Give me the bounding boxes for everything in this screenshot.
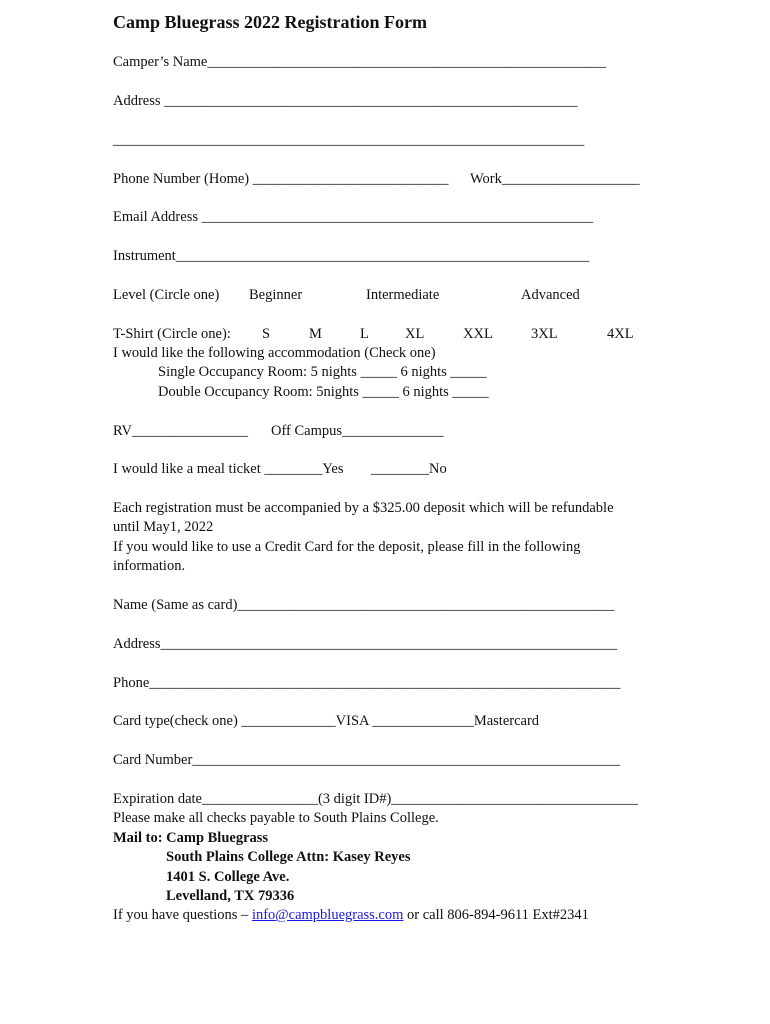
mail-address-line-1: South Plains College Attn: Kasey Reyes	[166, 849, 411, 865]
mail-to-label: Mail to: Camp Bluegrass	[113, 830, 269, 846]
deposit-line-4: information.	[113, 558, 186, 574]
phone-work-field: Work___________________	[470, 171, 640, 187]
tshirt-label: T-Shirt (Circle one):	[113, 326, 231, 342]
card-number-field: Card Number___________________________________________________________	[113, 752, 621, 768]
tshirt-size-4xl: 4XL	[607, 326, 634, 342]
deposit-line-1: Each registration must be accompanied by a $325.00 deposit which will be refundable	[113, 500, 614, 516]
rv-field: RV________________	[113, 423, 248, 439]
contact-email-link[interactable]: info@campbluegrass.com	[251, 907, 404, 923]
accommodation-intro: I would like the following accommodation (Check one)	[113, 345, 436, 361]
email-field: Email Address ______________________________________________________	[113, 209, 594, 225]
tshirt-size-3xl: 3XL	[531, 326, 558, 342]
questions-prefix: If you have questions –	[113, 907, 252, 923]
meal-ticket-no: ________No	[371, 461, 447, 477]
off-campus-field: Off Campus______________	[271, 423, 444, 439]
mail-address-line-2: 1401 S. College Ave.	[166, 869, 290, 885]
card-name-field: Name (Same as card)____________________________________________________	[113, 597, 615, 613]
level-option-advanced: Advanced	[521, 287, 580, 303]
tshirt-size-l: L	[360, 326, 369, 342]
mail-address-line-3: Levelland, TX 79336	[166, 888, 295, 904]
tshirt-size-m: M	[309, 326, 322, 342]
tshirt-size-xl: XL	[405, 326, 425, 342]
questions-suffix: or call 806-894-9611 Ext#2341	[403, 907, 589, 923]
questions-line	[113, 906, 589, 924]
level-option-intermediate: Intermediate	[366, 287, 440, 303]
card-type-field: Card type(check one) _____________VISA ______________Mastercard	[113, 713, 540, 729]
single-occupancy-line: Single Occupancy Room: 5 nights _____ 6 nights _____	[158, 364, 487, 380]
expiration-field: Expiration date________________(3 digit ID#)__________________________________	[113, 791, 638, 807]
card-phone-field: Phone_________________________________________________________________	[113, 675, 621, 691]
form-title: Camp Bluegrass 2022 Registration Form	[113, 12, 427, 32]
deposit-line-2: until May1, 2022	[113, 519, 214, 535]
campers-name-field: Camper’s Name_______________________________________________________	[113, 54, 607, 70]
double-occupancy-line: Double Occupancy Room: 5nights _____ 6 nights _____	[158, 384, 489, 400]
instrument-field: Instrument_________________________________________________________	[113, 248, 590, 264]
tshirt-size-xxl: XXL	[463, 326, 493, 342]
tshirt-size-s: S	[262, 326, 271, 342]
checks-payable-note: Please make all checks payable to South Plains College.	[113, 810, 439, 826]
meal-ticket-yes: I would like a meal ticket ________Yes	[113, 461, 344, 477]
level-option-beginner: Beginner	[249, 287, 303, 303]
phone-home-field: Phone Number (Home) ___________________________	[113, 171, 449, 187]
level-label: Level (Circle one)	[113, 287, 220, 303]
address-field: Address _________________________________________________________	[113, 93, 578, 109]
deposit-line-3: If you would like to use a Credit Card for the deposit, please fill in the following	[113, 539, 581, 555]
address-line2-field: _________________________________________________________________	[113, 132, 585, 148]
card-address-field: Address_______________________________________________________________	[113, 636, 618, 652]
